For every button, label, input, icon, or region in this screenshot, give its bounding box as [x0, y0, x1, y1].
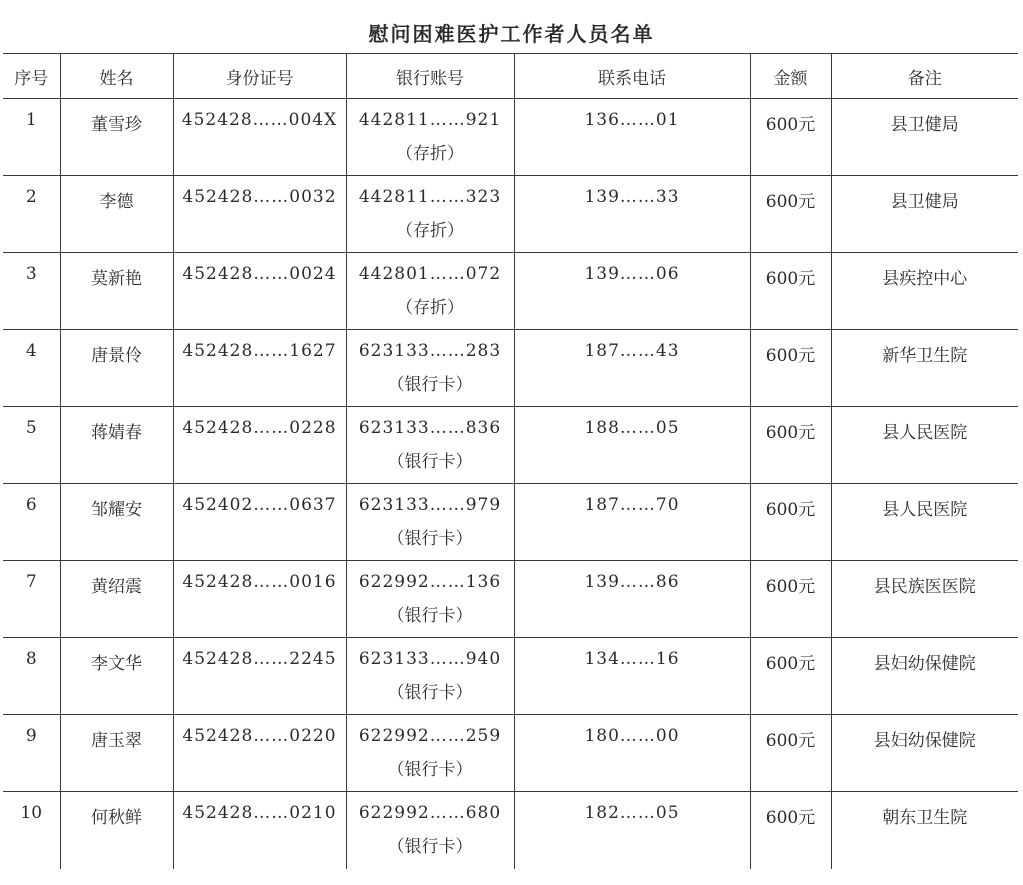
- cell-account: [346, 407, 514, 484]
- cell-no: 4: [3, 330, 60, 407]
- cell-no: 9: [3, 715, 60, 792]
- account-number: 442811……323: [358, 187, 502, 207]
- account-type: （银行卡）: [387, 529, 473, 549]
- cell-amount: 600元: [750, 176, 831, 253]
- cell-id: 452428……004X: [173, 99, 346, 176]
- account-type: （银行卡）: [387, 375, 473, 395]
- account-type: （银行卡）: [387, 760, 473, 780]
- column-header-note: 备注: [831, 54, 1018, 99]
- table-row: [3, 407, 1018, 484]
- cell-phone: 139……06: [514, 253, 750, 330]
- cell-amount: 600元: [750, 99, 831, 176]
- cell-name: 唐玉翠: [60, 715, 173, 792]
- cell-name: 蒋婧春: [60, 407, 173, 484]
- cell-note: 朝东卫生院: [831, 792, 1018, 869]
- account-number: 622992……136: [358, 572, 502, 592]
- column-header-account: 银行账号: [346, 54, 514, 99]
- cell-name: 邹耀安: [60, 484, 173, 561]
- cell-no: 5: [3, 407, 60, 484]
- cell-note: 县疾控中心: [831, 253, 1018, 330]
- cell-id: 452428……0024: [173, 253, 346, 330]
- cell-name: 黄绍震: [60, 561, 173, 638]
- table-body: [3, 99, 1018, 869]
- account-type: （银行卡）: [387, 606, 473, 626]
- table-row: [3, 561, 1018, 638]
- table-row: [3, 638, 1018, 715]
- cell-no: 1: [3, 99, 60, 176]
- cell-no: 6: [3, 484, 60, 561]
- cell-no: 2: [3, 176, 60, 253]
- cell-note: 县卫健局: [831, 99, 1018, 176]
- cell-account: [346, 253, 514, 330]
- cell-amount: 600元: [750, 561, 831, 638]
- column-header-name: 姓名: [60, 54, 173, 99]
- cell-phone: 136……01: [514, 99, 750, 176]
- cell-account: [346, 638, 514, 715]
- cell-amount: 600元: [750, 792, 831, 869]
- account-number: 623133……940: [358, 649, 502, 669]
- cell-phone: 187……43: [514, 330, 750, 407]
- cell-phone: 187……70: [514, 484, 750, 561]
- cell-name: 李文华: [60, 638, 173, 715]
- cell-id: 452428……0016: [173, 561, 346, 638]
- table-row: [3, 484, 1018, 561]
- cell-account: [346, 99, 514, 176]
- cell-note: 县妇幼保健院: [831, 715, 1018, 792]
- cell-phone: 134……16: [514, 638, 750, 715]
- account-number: 623133……836: [358, 418, 502, 438]
- cell-id: 452428……0210: [173, 792, 346, 869]
- roster-table: [3, 53, 1018, 869]
- column-header-phone: 联系电话: [514, 54, 750, 99]
- cell-name: 何秋鲜: [60, 792, 173, 869]
- cell-account: [346, 176, 514, 253]
- cell-note: 县卫健局: [831, 176, 1018, 253]
- cell-phone: 180……00: [514, 715, 750, 792]
- account-type: （银行卡）: [387, 683, 473, 703]
- table-row: [3, 99, 1018, 176]
- cell-account: [346, 330, 514, 407]
- cell-note: 县人民医院: [831, 407, 1018, 484]
- cell-id: 452428……0032: [173, 176, 346, 253]
- cell-no: 7: [3, 561, 60, 638]
- cell-account: [346, 484, 514, 561]
- cell-note: 新华卫生院: [831, 330, 1018, 407]
- cell-id: 452428……2245: [173, 638, 346, 715]
- cell-account: [346, 792, 514, 869]
- cell-note: 县人民医院: [831, 484, 1018, 561]
- cell-phone: 139……33: [514, 176, 750, 253]
- account-type: （银行卡）: [387, 452, 473, 472]
- page-title: 慰问困难医护工作者人员名单: [368, 22, 655, 46]
- cell-id: 452402……0637: [173, 484, 346, 561]
- cell-name: 李德: [60, 176, 173, 253]
- account-type: （银行卡）: [387, 837, 473, 857]
- cell-phone: 139……86: [514, 561, 750, 638]
- column-header-id: 身份证号: [173, 54, 346, 99]
- column-header-no: 序号: [3, 54, 60, 99]
- cell-note: 县妇幼保健院: [831, 638, 1018, 715]
- cell-no: 10: [3, 792, 60, 869]
- cell-account: [346, 715, 514, 792]
- cell-phone: 182……05: [514, 792, 750, 869]
- account-type: （存折）: [396, 144, 464, 164]
- cell-account: [346, 561, 514, 638]
- cell-amount: 600元: [750, 330, 831, 407]
- cell-amount: 600元: [750, 253, 831, 330]
- account-number: 622992……680: [358, 803, 502, 823]
- table-row: [3, 715, 1018, 792]
- cell-name: 唐景伶: [60, 330, 173, 407]
- table-row: [3, 792, 1018, 869]
- cell-note: 县民族医医院: [831, 561, 1018, 638]
- account-type: （存折）: [396, 221, 464, 241]
- cell-no: 8: [3, 638, 60, 715]
- cell-amount: 600元: [750, 715, 831, 792]
- cell-no: 3: [3, 253, 60, 330]
- cell-phone: 188……05: [514, 407, 750, 484]
- table-row: [3, 330, 1018, 407]
- account-number: 623133……283: [358, 341, 502, 361]
- cell-amount: 600元: [750, 484, 831, 561]
- column-header-amount: 金额: [750, 54, 831, 99]
- table-header-row: [3, 54, 1018, 99]
- account-number: 442801……072: [358, 264, 502, 284]
- account-number: 622992……259: [358, 726, 502, 746]
- cell-amount: 600元: [750, 638, 831, 715]
- cell-name: 莫新艳: [60, 253, 173, 330]
- account-number: 442811……921: [358, 110, 502, 130]
- cell-id: 452428……0220: [173, 715, 346, 792]
- cell-id: 452428……0228: [173, 407, 346, 484]
- cell-name: 董雪珍: [60, 99, 173, 176]
- table-row: [3, 253, 1018, 330]
- cell-amount: 600元: [750, 407, 831, 484]
- account-type: （存折）: [396, 298, 464, 318]
- cell-id: 452428……1627: [173, 330, 346, 407]
- account-number: 623133……979: [358, 495, 502, 515]
- table-row: [3, 176, 1018, 253]
